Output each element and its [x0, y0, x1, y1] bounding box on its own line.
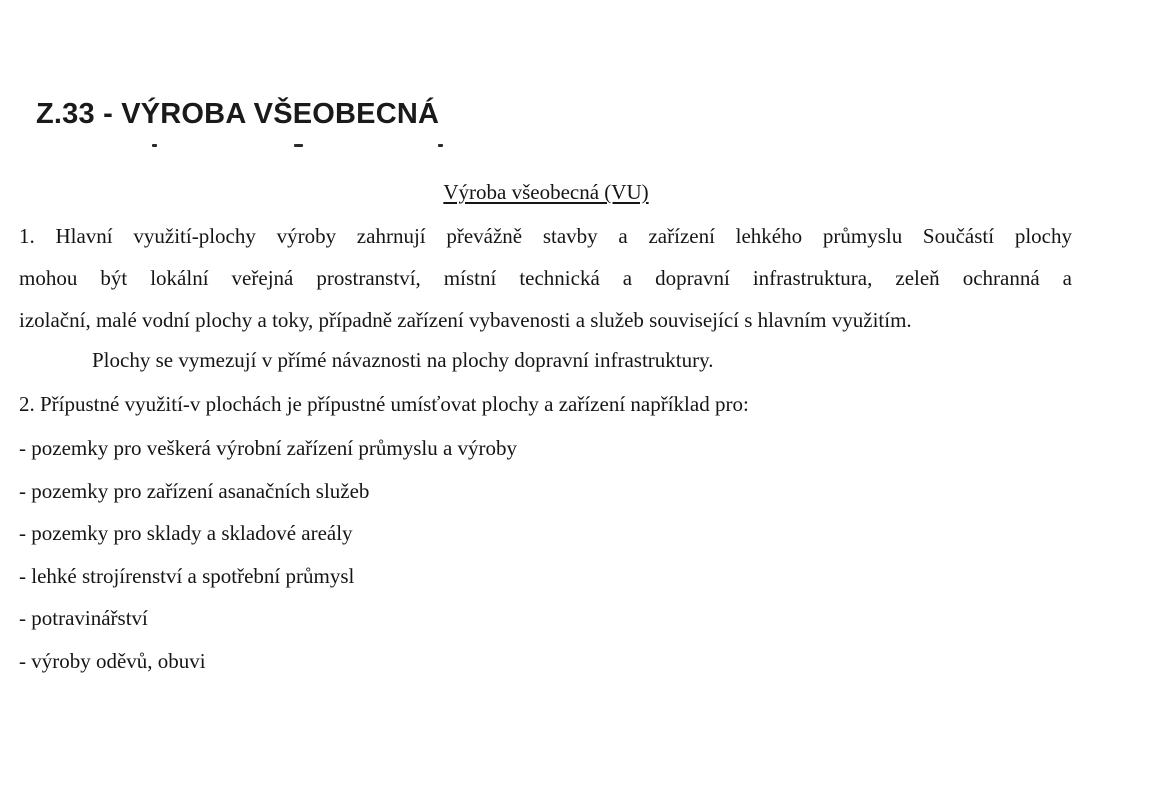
- list-item: - potravinářství: [19, 606, 148, 631]
- list-item: - lehké strojírenství a spotřební průmysl: [19, 563, 355, 588]
- permitted-use-list: [19, 434, 517, 690]
- paragraph-permitted-use: 2. Přípustné využití-v plochách je přípustné umísťovat plochy a zařízení například pro:: [19, 392, 749, 416]
- paragraph-line: mohou být lokální veřejná prostranství, místní technická a dopravní infrastruktura, zeleň ochranná a: [19, 266, 1072, 290]
- list-item: - pozemky pro zařízení asanačních služeb: [19, 478, 370, 503]
- section-subtitle: Výroba všeobecná (VU): [443, 180, 649, 204]
- paragraph-line: 1. Hlavní využití-plochy výroby zahrnují převážně stavby a zařízení lehkého průmyslu Součástí plochy: [19, 224, 1072, 248]
- list-item: - pozemky pro veškerá výrobní zařízení průmyslu a výroby: [19, 436, 518, 460]
- list-item: - výroby oděvů, obuvi: [19, 648, 206, 673]
- paragraph-main-use: [19, 222, 1072, 348]
- paragraph-line: izolační, malé vodní plochy a toky, případně zařízení vybavenosti a služeb související s hlavním využitím.: [19, 308, 912, 332]
- cropped-text-remnant: [36, 142, 456, 154]
- list-item: - pozemky pro sklady a skladové areály: [19, 521, 353, 546]
- indented-sentence: Plochy se vymezují v přímé návaznosti na plochy dopravní infrastruktury.: [92, 348, 714, 372]
- section-heading: Z.33 - VÝROBA VŠEOBECNÁ: [36, 98, 440, 130]
